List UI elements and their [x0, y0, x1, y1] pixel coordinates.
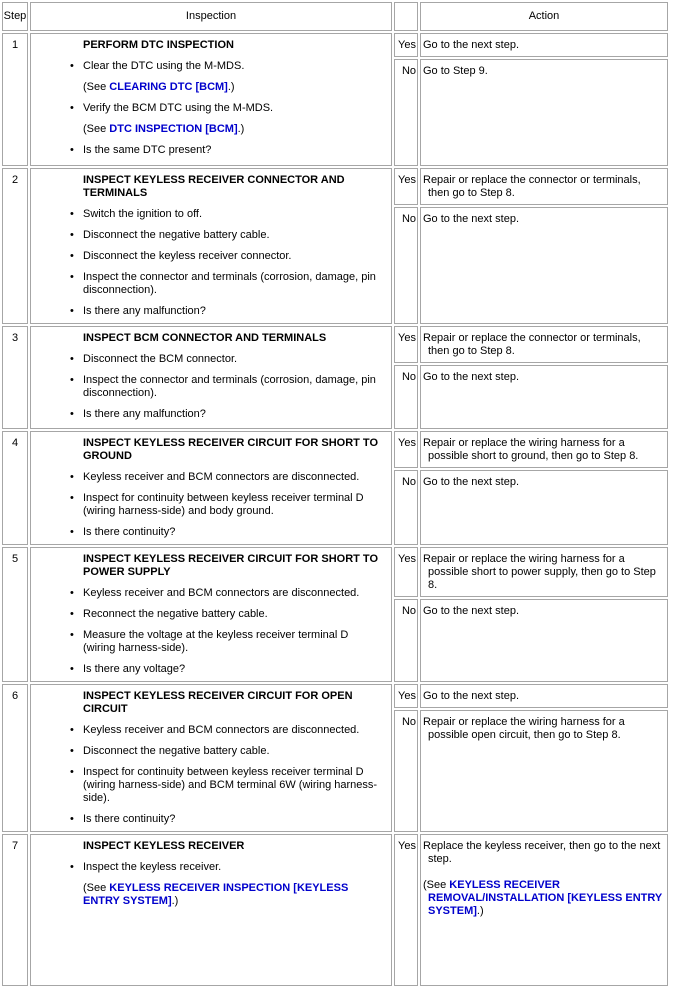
step-number: 7	[2, 834, 28, 986]
answer-label-yes: Yes	[394, 431, 418, 468]
inspection-item	[70, 813, 383, 826]
action-cell	[420, 326, 668, 363]
inspection-item-text	[83, 60, 383, 73]
action-paragraph	[423, 332, 664, 358]
inspection-item-text	[83, 492, 383, 518]
inspection-title: PERFORM DTC INSPECTION	[83, 39, 234, 51]
bullet-icon: •	[70, 374, 74, 386]
action-paragraph	[423, 605, 664, 618]
step-row	[2, 684, 668, 832]
step-number: 4	[2, 431, 28, 545]
action-cell	[420, 59, 668, 166]
step-number: 6	[2, 684, 28, 832]
action-paragraph	[423, 476, 664, 489]
inspection-item-text	[83, 724, 383, 737]
inspection-item	[70, 526, 383, 539]
inspection-item	[70, 608, 383, 621]
inspection-item-text	[83, 471, 383, 484]
bullet-spacer	[70, 81, 83, 94]
inspection-item	[70, 208, 383, 221]
text-segment: Is the same DTC present?	[83, 144, 212, 156]
inspection-item-text	[83, 663, 383, 676]
answer-label-no: No	[394, 207, 418, 324]
inspection-item	[70, 882, 383, 908]
bullet-icon: •	[70, 353, 74, 365]
bullet-icon: •	[70, 813, 74, 825]
inspection-title: INSPECT KEYLESS RECEIVER CIRCUIT FOR OPEN CIRCUIT	[83, 690, 353, 715]
table-header	[2, 2, 668, 31]
inspection-item	[70, 408, 383, 421]
answer-label-yes: Yes	[394, 684, 418, 708]
action-cell	[420, 168, 668, 205]
inspection-item-text	[83, 271, 383, 297]
text-segment: (See	[83, 123, 110, 135]
inspection-title: INSPECT KEYLESS RECEIVER CIRCUIT FOR SHORT TO GROUND	[83, 437, 378, 462]
text-segment: .)	[237, 123, 245, 135]
inspection-item	[70, 271, 383, 297]
inspection-item	[70, 353, 383, 366]
bullet-icon: •	[70, 102, 74, 114]
step-row	[2, 547, 668, 682]
inspection-item	[70, 123, 383, 136]
inspection-item	[70, 250, 383, 263]
inspection-item	[70, 102, 383, 115]
inspection-item	[70, 60, 383, 73]
text-segment: Inspect the connector and terminals (corrosion, damage, pin disconnection).	[83, 374, 376, 399]
text-segment: Reconnect the negative battery cable.	[83, 608, 268, 620]
bullet-icon: •	[70, 250, 74, 262]
bullet-icon: •	[70, 471, 74, 483]
bullet-icon: •	[70, 663, 74, 675]
text-segment: Is there any malfunction?	[83, 305, 206, 317]
text-segment: Measure the voltage at the keyless receiver terminal D (wiring harness-side).	[83, 629, 349, 654]
bullet-icon: •	[70, 745, 74, 757]
inspection-item	[70, 663, 383, 676]
inspection-title: INSPECT KEYLESS RECEIVER CONNECTOR AND TERMINALS	[83, 174, 345, 199]
inspection-item-text	[83, 882, 383, 908]
inspection-content	[70, 437, 383, 539]
text-segment: Repair or replace the connector or terminals, then go to Step 8.	[423, 174, 641, 199]
bullet-icon: •	[70, 208, 74, 220]
text-segment: Go to the next step.	[423, 690, 520, 702]
doc-link[interactable]: KEYLESS RECEIVER INSPECTION [KEYLESS ENTRY SYSTEM]	[83, 882, 349, 907]
text-segment: Repair or replace the connector or terminals, then go to Step 8.	[423, 332, 641, 357]
text-segment: Verify the BCM DTC using the M-MDS.	[83, 102, 274, 114]
answer-label-no: No	[394, 599, 418, 682]
text-segment: Repair or replace the wiring harness for a possible short to power supply, then go to Step 8.	[423, 553, 656, 591]
inspection-content	[70, 553, 383, 676]
text-segment: Inspect the connector and terminals (corrosion, damage, pin disconnection).	[83, 271, 376, 296]
answer-label-no: No	[394, 59, 418, 166]
inspection-item-text	[83, 353, 383, 366]
action-paragraph	[423, 371, 664, 384]
doc-link[interactable]: KEYLESS RECEIVER REMOVAL/INSTALLATION [KEYLESS ENTRY SYSTEM]	[428, 879, 663, 917]
text-segment: Is there any voltage?	[83, 663, 186, 675]
step-number: 2	[2, 168, 28, 324]
inspection-title: INSPECT BCM CONNECTOR AND TERMINALS	[83, 332, 327, 344]
inspection-item	[70, 229, 383, 242]
inspection-item	[70, 629, 383, 655]
step-number: 5	[2, 547, 28, 682]
bullet-icon: •	[70, 861, 74, 873]
text-segment: Repair or replace the wiring harness for a possible open circuit, then go to Step 8.	[423, 716, 625, 741]
inspection-item-text	[83, 374, 383, 400]
inspection-content	[70, 840, 383, 980]
inspection-content	[70, 39, 383, 160]
step-number: 3	[2, 326, 28, 429]
text-segment: Keyless receiver and BCM connectors are disconnected.	[83, 471, 360, 483]
action-cell	[420, 431, 668, 468]
inspection-cell	[30, 326, 392, 429]
text-segment: Switch the ignition to off.	[83, 208, 203, 220]
text-segment: Disconnect the negative battery cable.	[83, 745, 270, 757]
inspection-item	[70, 745, 383, 758]
text-segment: .)	[476, 905, 484, 917]
inspection-content	[70, 332, 383, 423]
answer-label-no: No	[394, 470, 418, 545]
text-segment: Inspect for continuity between keyless receiver terminal D (wiring harness-side) and body ground.	[83, 492, 364, 517]
inspection-item	[70, 861, 383, 874]
bullet-spacer	[70, 882, 83, 908]
text-segment: Go to the next step.	[423, 371, 520, 383]
inspection-cell	[30, 547, 392, 682]
inspection-item-text	[83, 587, 383, 600]
inspection-cell	[30, 168, 392, 324]
answer-label-yes: Yes	[394, 326, 418, 363]
step-row	[2, 33, 668, 166]
action-cell	[420, 684, 668, 708]
inspection-item-text	[83, 408, 383, 421]
inspection-cell	[30, 684, 392, 832]
text-segment: Is there continuity?	[83, 813, 176, 825]
text-segment: Disconnect the BCM connector.	[83, 353, 238, 365]
answer-label-no: No	[394, 365, 418, 429]
action-paragraph	[423, 65, 664, 78]
bullet-icon: •	[70, 271, 74, 283]
text-segment: Disconnect the keyless receiver connector.	[83, 250, 292, 262]
inspection-item	[70, 587, 383, 600]
inspection-item-text	[83, 526, 383, 539]
inspection-item-text	[83, 144, 383, 157]
action-cell	[420, 470, 668, 545]
text-segment: .)	[227, 81, 235, 93]
text-segment: .)	[171, 895, 179, 907]
inspection-item	[70, 374, 383, 400]
inspection-cell	[30, 431, 392, 545]
action-cell	[420, 547, 668, 597]
bullet-icon: •	[70, 526, 74, 538]
answer-label-yes: Yes	[394, 33, 418, 57]
inspection-item-text	[83, 208, 383, 221]
inspection-item-text	[83, 766, 383, 805]
text-segment: Go to the next step.	[423, 39, 520, 51]
action-cell	[420, 33, 668, 57]
inspection-item	[70, 724, 383, 737]
col-header-step: Step	[2, 2, 28, 31]
inspection-item	[70, 492, 383, 518]
answer-label-yes: Yes	[394, 168, 418, 205]
text-segment: (See	[83, 81, 110, 93]
action-paragraph	[423, 840, 664, 866]
action-paragraph	[423, 553, 664, 592]
bullet-icon: •	[70, 60, 74, 72]
doc-link[interactable]: DTC INSPECTION [BCM]	[109, 123, 238, 135]
inspection-item-text	[83, 745, 383, 758]
inspection-cell	[30, 834, 392, 986]
bullet-icon: •	[70, 305, 74, 317]
step-row	[2, 431, 668, 545]
action-paragraph	[423, 39, 664, 52]
bullet-icon: •	[70, 724, 74, 736]
inspection-item-text	[83, 81, 383, 94]
answer-label-yes: Yes	[394, 547, 418, 597]
answer-label-no: No	[394, 710, 418, 832]
bullet-icon: •	[70, 766, 74, 778]
text-segment: Is there continuity?	[83, 526, 176, 538]
inspection-item-text	[83, 813, 383, 826]
inspection-item-text	[83, 629, 383, 655]
action-cell	[420, 365, 668, 429]
inspection-item-text	[83, 250, 383, 263]
text-segment: (See	[83, 882, 110, 894]
inspection-cell	[30, 33, 392, 166]
inspection-content	[70, 690, 383, 826]
action-paragraph	[423, 437, 664, 463]
bullet-spacer	[70, 123, 83, 136]
step-row	[2, 168, 668, 324]
text-segment: Inspect for continuity between keyless receiver terminal D (wiring harness-side) and BCM terminal 6W (wiring harness-side).	[83, 766, 378, 804]
text-segment: Go to the next step.	[423, 213, 520, 225]
step-row	[2, 326, 668, 429]
inspection-title: INSPECT KEYLESS RECEIVER	[83, 840, 245, 852]
answer-label-yes: Yes	[394, 834, 418, 986]
action-cell	[420, 834, 668, 986]
action-paragraph	[423, 690, 664, 703]
text-segment: Disconnect the negative battery cable.	[83, 229, 270, 241]
text-segment: Go to the next step.	[423, 476, 520, 488]
inspection-item	[70, 144, 383, 157]
col-header-action: Action	[420, 2, 668, 31]
action-cell	[420, 710, 668, 832]
bullet-icon: •	[70, 629, 74, 641]
inspection-content	[70, 174, 383, 318]
text-segment: Keyless receiver and BCM connectors are disconnected.	[83, 724, 360, 736]
inspection-item-text	[83, 861, 383, 874]
action-paragraph	[423, 879, 664, 918]
action-paragraph	[423, 716, 664, 742]
inspection-item-text	[83, 123, 383, 136]
action-cell	[420, 207, 668, 324]
text-segment: Is there any malfunction?	[83, 408, 206, 420]
bullet-icon: •	[70, 229, 74, 241]
text-segment: (See	[423, 879, 450, 891]
action-paragraph	[423, 213, 664, 226]
inspection-item	[70, 81, 383, 94]
text-segment: Keyless receiver and BCM connectors are disconnected.	[83, 587, 360, 599]
inspection-item-text	[83, 608, 383, 621]
bullet-icon: •	[70, 492, 74, 504]
text-segment: Replace the keyless receiver, then go to the next step.	[423, 840, 661, 865]
bullet-icon: •	[70, 587, 74, 599]
text-segment: Clear the DTC using the M-MDS.	[83, 60, 245, 72]
action-cell	[420, 599, 668, 682]
inspection-item	[70, 471, 383, 484]
text-segment: Repair or replace the wiring harness for a possible short to ground, then go to Step 8.	[423, 437, 639, 462]
inspection-item-text	[83, 229, 383, 242]
inspection-item	[70, 766, 383, 805]
inspection-item	[70, 305, 383, 318]
col-header-answer	[394, 2, 418, 31]
doc-link[interactable]: CLEARING DTC [BCM]	[109, 81, 228, 93]
text-segment: Inspect the keyless receiver.	[83, 861, 222, 873]
inspection-title: INSPECT KEYLESS RECEIVER CIRCUIT FOR SHORT TO POWER SUPPLY	[83, 553, 378, 578]
bullet-icon: •	[70, 408, 74, 420]
action-paragraph	[423, 174, 664, 200]
text-segment: Go to Step 9.	[423, 65, 488, 77]
step-number: 1	[2, 33, 28, 166]
col-header-inspection: Inspection	[30, 2, 392, 31]
step-row	[2, 834, 668, 986]
inspection-item-text	[83, 102, 383, 115]
bullet-icon: •	[70, 608, 74, 620]
inspection-item-text	[83, 305, 383, 318]
bullet-icon: •	[70, 144, 74, 156]
text-segment: Go to the next step.	[423, 605, 520, 617]
